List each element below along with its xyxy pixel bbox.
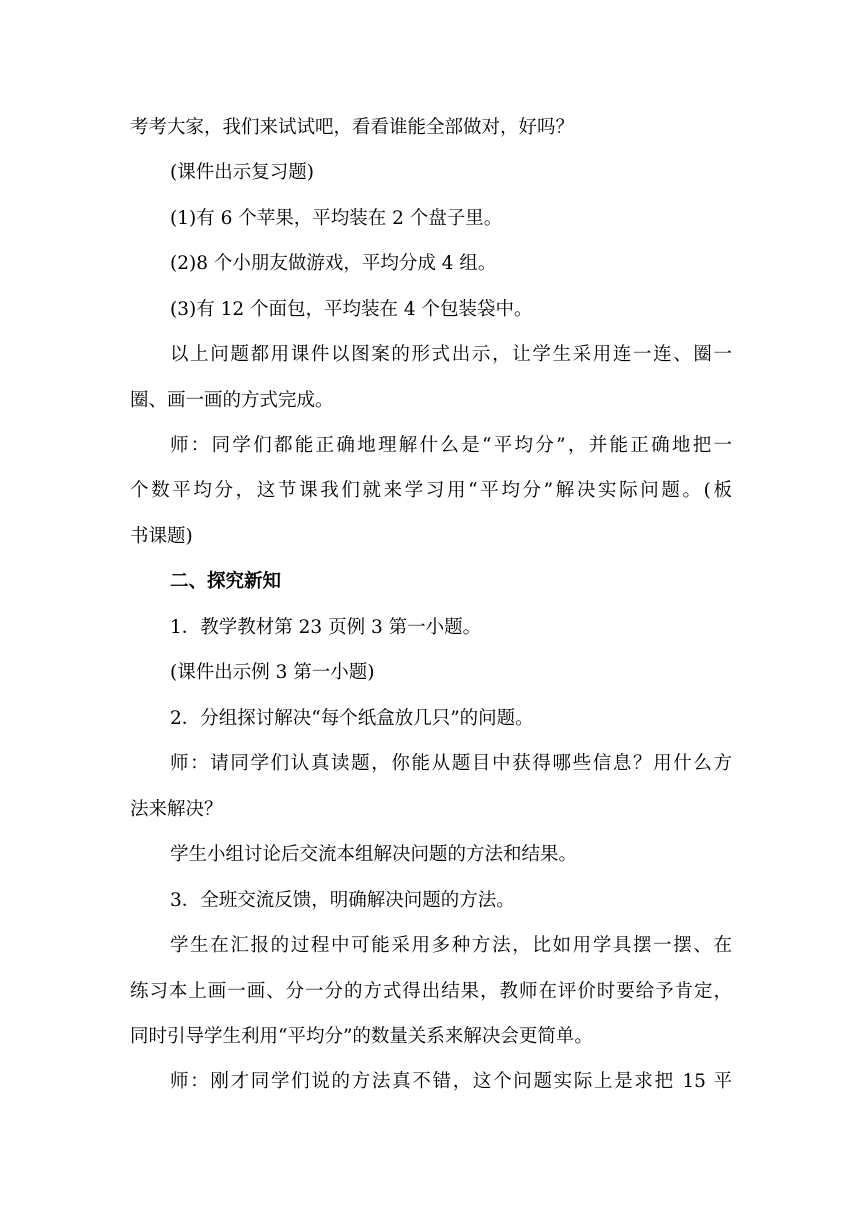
paragraph-line: 同时引导学生利用“平均分”的数量关系来解决会更简单。 bbox=[130, 1026, 593, 1047]
list-item: (3)有 12 个面包，平均装在 4 个包装袋中。 bbox=[170, 299, 533, 320]
paragraph-line: (课件出示例 3 第一小题) bbox=[170, 662, 375, 683]
section-heading: 二、探究新知 bbox=[170, 571, 282, 592]
paragraph-line: 个数平均分，这节课我们就来学习用“平均分”解决实际问题。(板 bbox=[130, 480, 732, 501]
paragraph-line: 学生在汇报的过程中可能采用多种方法，比如用学具摆一摆、在 bbox=[170, 935, 732, 956]
paragraph-line: (课件出示复习题) bbox=[170, 162, 314, 183]
paragraph-line: 师：同学们都能正确地理解什么是“平均分”，并能正确地把一 bbox=[170, 435, 732, 456]
paragraph-line: 3．全班交流反馈，明确解决问题的方法。 bbox=[170, 890, 515, 911]
list-item: (1)有 6 个苹果，平均装在 2 个盘子里。 bbox=[170, 208, 503, 229]
paragraph-line: 师：刚才同学们说的方法真不错，这个问题实际上是求把 15 平 bbox=[170, 1071, 732, 1092]
paragraph-line: 2．分组探讨解决“每个纸盒放几只”的问题。 bbox=[170, 708, 534, 729]
paragraph-line: 以上问题都用课件以图案的形式出示，让学生采用连一连、圈一 bbox=[170, 344, 732, 365]
paragraph-line: 学生小组讨论后交流本组解决问题的方法和结果。 bbox=[170, 844, 578, 865]
list-item: (2)8 个小朋友做游戏，平均分成 4 组。 bbox=[170, 253, 497, 274]
paragraph-line: 考考大家，我们来试试吧，看看谁能全部做对，好吗？ bbox=[130, 117, 575, 138]
paragraph-line: 书课题) bbox=[130, 526, 193, 547]
paragraph-line: 圈、画一画的方式完成。 bbox=[130, 390, 334, 411]
paragraph-line: 练习本上画一画、分一分的方式得出结果，教师在评价时要给予肯定， bbox=[130, 981, 732, 1002]
paragraph-line: 1．教学教材第 23 页例 3 第一小题。 bbox=[170, 617, 482, 638]
paragraph-line: 法来解决？ bbox=[130, 799, 223, 820]
paragraph-line: 师：请同学们认真读题，你能从题目中获得哪些信息？用什么方 bbox=[170, 753, 732, 774]
